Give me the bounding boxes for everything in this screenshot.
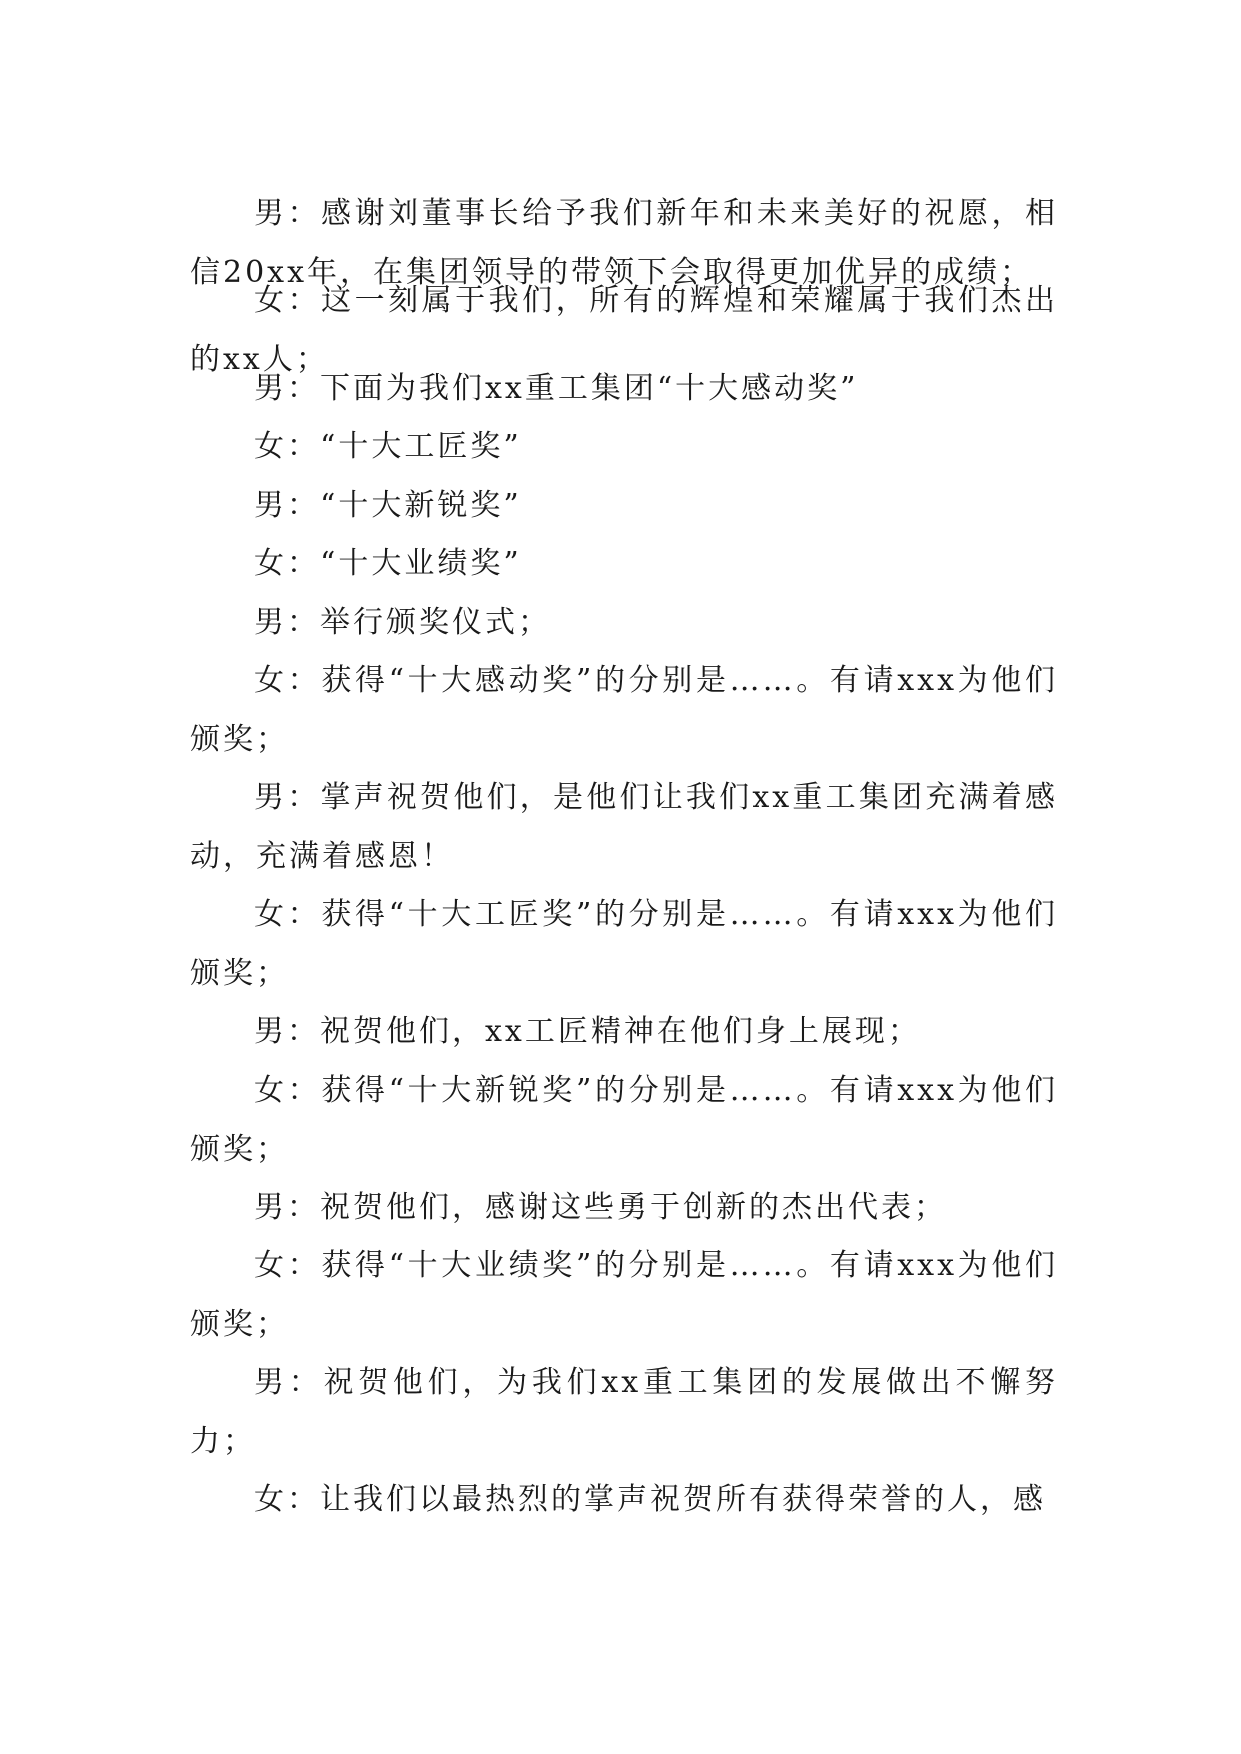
paragraph: 女：获得“十大工匠奖”的分别是……。有请xxx为他们颁奖；	[190, 897, 1058, 991]
paragraph: 男：掌声祝贺他们，是他们让我们xx重工集团充满着感动，充满着感恩！	[190, 780, 1058, 874]
paragraph: 女：让我们以最热烈的掌声祝贺所有获得荣誉的人，感	[254, 1482, 1046, 1517]
paragraph: 男：下面为我们xx重工集团“十大感动奖”	[254, 371, 859, 406]
paragraph: 男：举行颁奖仪式；	[254, 605, 551, 640]
paragraph: 女：获得“十大业绩奖”的分别是……。有请xxx为他们颁奖；	[190, 1248, 1058, 1342]
paragraph: 男：“十大新锐奖”	[254, 488, 522, 523]
paragraph: 女：“十大业绩奖”	[254, 546, 522, 581]
paragraph: 女：这一刻属于我们，所有的辉煌和荣耀属于我们杰出的xx人；	[190, 283, 1058, 377]
paragraph: 男：祝贺他们，感谢这些勇于创新的杰出代表；	[254, 1190, 947, 1225]
paragraph: 女：获得“十大新锐奖”的分别是……。有请xxx为他们颁奖；	[190, 1073, 1058, 1167]
paragraph: 男：感谢刘董事长给予我们新年和未来美好的祝愿，相信20xx年，在集团领导的带领下会取得更加优异的成绩；	[190, 196, 1058, 290]
paragraph: 男：祝贺他们，为我们xx重工集团的发展做出不懈努力；	[190, 1365, 1058, 1459]
paragraph: 男：祝贺他们，xx工匠精神在他们身上展现；	[254, 1014, 921, 1049]
paragraph: 女：获得“十大感动奖”的分别是……。有请xxx为他们颁奖；	[190, 663, 1058, 757]
paragraph: 女：“十大工匠奖”	[254, 429, 522, 464]
